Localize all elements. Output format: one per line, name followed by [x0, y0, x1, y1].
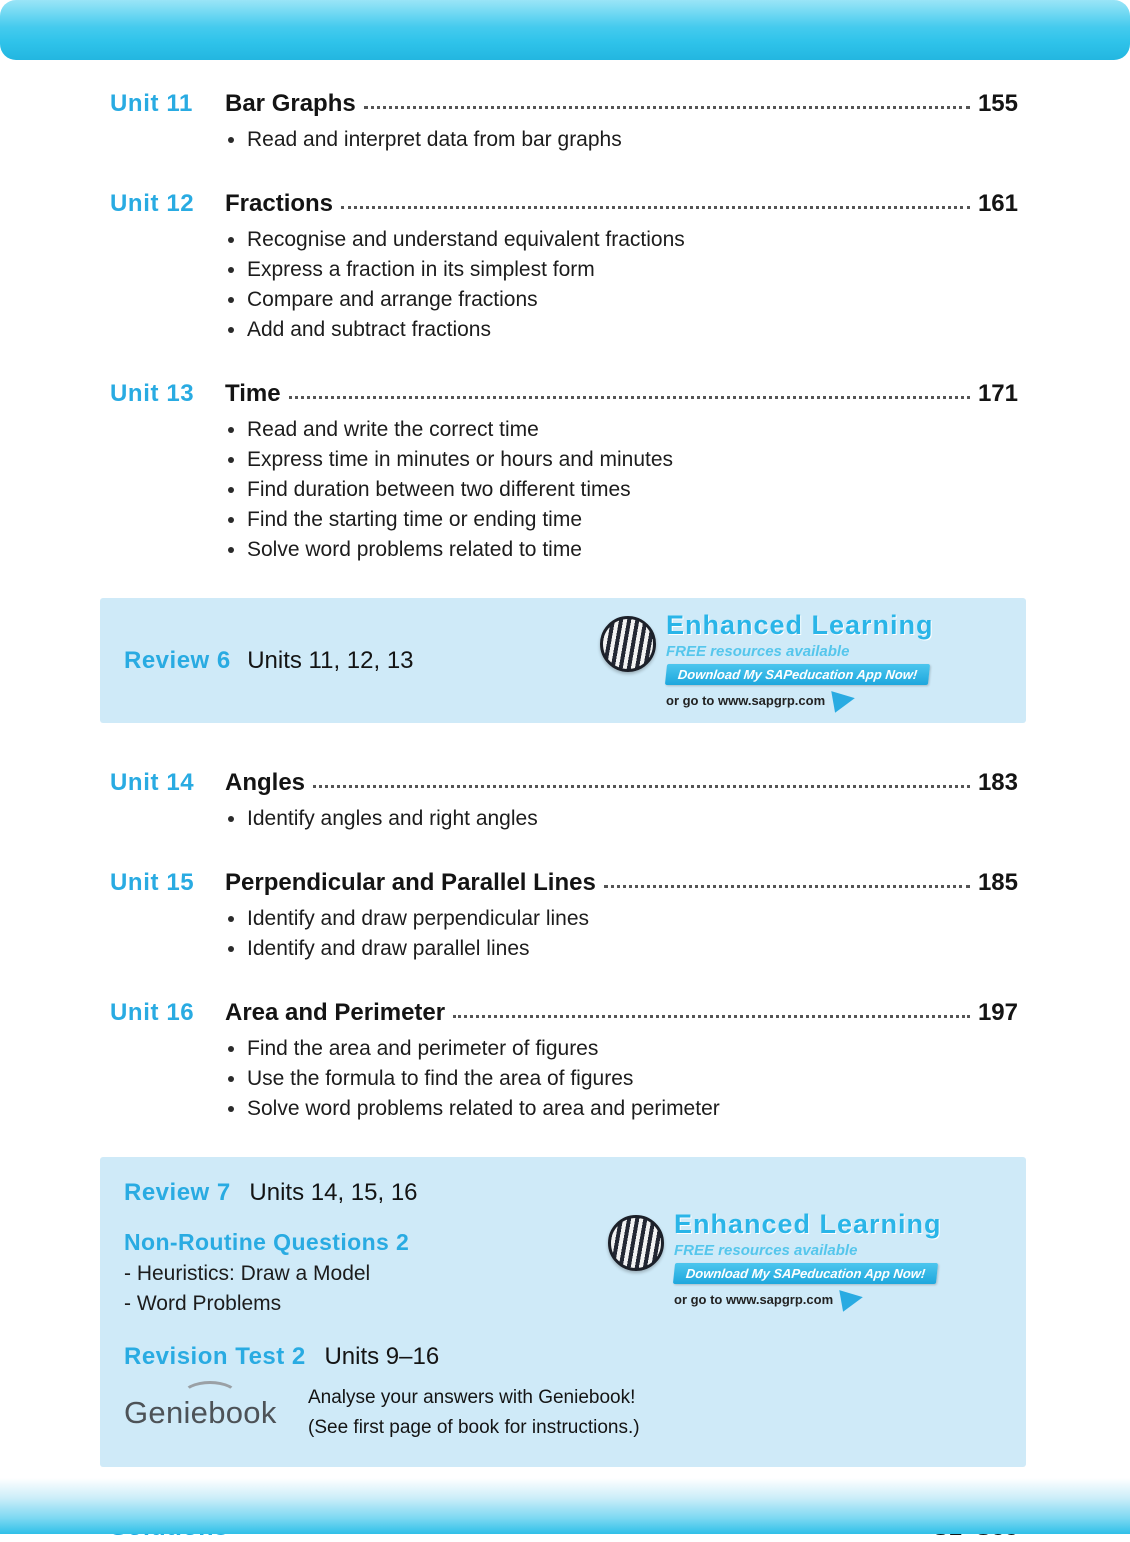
dotted-leader: [364, 106, 970, 109]
review-label: Review 6: [124, 646, 231, 674]
toc-entry-unit-15: [110, 867, 1018, 964]
sap-globe-icon: [600, 616, 656, 672]
page-number: 171: [977, 380, 1018, 407]
objective-item: Express a fraction in its simplest form: [225, 255, 1018, 285]
sap-website-link: or go to www.sapgrp.com: [666, 692, 826, 708]
page-number: 197: [977, 999, 1018, 1026]
toc-entry-unit-11: [110, 88, 1018, 155]
objective-item: Add and subtract fractions: [225, 315, 1018, 345]
objective-item: Use the formula to find the area of figures: [225, 1064, 1018, 1094]
enhanced-learning-title: Enhanced Learning: [674, 1209, 942, 1239]
unit-label: Unit 11: [110, 90, 193, 117]
unit-objectives: [225, 125, 1018, 155]
unit-label: Unit 14: [110, 769, 195, 796]
website-link-row: [674, 1288, 942, 1310]
review-6-box: [100, 598, 1026, 723]
page-number: 183: [977, 769, 1018, 796]
page-number: 161: [977, 190, 1018, 217]
unit-label: Unit 13: [110, 380, 195, 407]
unit-row: [110, 997, 1018, 1029]
enhanced-learning-badge: [600, 610, 992, 711]
unit-title: Perpendicular and Parallel Lines: [225, 869, 596, 896]
bottom-banner: [0, 1478, 1130, 1534]
enhanced-learning-subtitle: FREE resources available: [666, 643, 850, 660]
dotted-leader: [313, 785, 970, 788]
objective-item: Identify and draw perpendicular lines: [225, 904, 1018, 934]
unit-label: Unit 15: [110, 869, 195, 896]
enhanced-learning-badge: [608, 1209, 1000, 1310]
geniebook-row: [124, 1383, 1002, 1443]
unit-row: [110, 767, 1018, 799]
dotted-leader: [453, 1015, 970, 1018]
geniebook-logo: Geniebook: [124, 1395, 292, 1431]
toc-entry-unit-14: [110, 767, 1018, 834]
dotted-leader: [289, 396, 970, 399]
non-routine-item: - Word Problems: [124, 1292, 282, 1315]
dotted-leader: [604, 885, 970, 888]
objective-item: Identify and draw parallel lines: [225, 934, 1018, 964]
objective-item: Identify angles and right angles: [225, 804, 1018, 834]
revision-test-line: [124, 1343, 1002, 1371]
review-units: Units 14, 15, 16: [249, 1179, 418, 1206]
enhanced-learning-body: [666, 610, 934, 711]
unit-label: Unit 16: [110, 999, 195, 1026]
review-7-box: [100, 1157, 1026, 1467]
unit-row: [110, 88, 1018, 120]
page-number: 185: [977, 869, 1018, 896]
unit-title: Bar Graphs: [225, 90, 356, 117]
arrow-icon: [831, 687, 856, 712]
unit-row: [110, 867, 1018, 899]
revision-test-label: Revision Test 2: [124, 1343, 306, 1370]
unit-objectives: [225, 804, 1018, 834]
objective-item: Find the starting time or ending time: [225, 505, 1018, 535]
download-app-ribbon: Download My SAPeducation App Now!: [665, 664, 931, 685]
objective-item: Express time in minutes or hours and minutes: [225, 445, 1018, 475]
dotted-leader: [341, 206, 970, 209]
objective-item: Find the area and perimeter of figures: [225, 1034, 1018, 1064]
review-7-line: [124, 1179, 1002, 1207]
enhanced-learning-title: Enhanced Learning: [666, 610, 934, 640]
enhanced-learning-body: [674, 1209, 942, 1310]
unit-title: Area and Perimeter: [225, 999, 446, 1026]
revision-test-units: Units 9–16: [324, 1343, 440, 1370]
toc-entry-unit-16: [110, 997, 1018, 1124]
review-units: Units 11, 12, 13: [247, 646, 414, 674]
website-link-row: [666, 689, 934, 711]
non-routine-item: - Heuristics: Draw a Model: [124, 1262, 371, 1285]
review-label: Review 7: [124, 1179, 231, 1206]
unit-objectives: [225, 904, 1018, 964]
unit-row: [110, 188, 1018, 220]
objective-item: Compare and arrange fractions: [225, 285, 1018, 315]
geniebook-note-line2: (See first page of book for instructions.): [308, 1417, 640, 1438]
download-app-ribbon: Download My SAPeducation App Now!: [673, 1263, 939, 1284]
arrow-icon: [839, 1286, 864, 1311]
unit-row: [110, 378, 1018, 410]
objective-item: Solve word problems related to area and perimeter: [225, 1094, 1018, 1124]
unit-title: Fractions: [225, 190, 334, 217]
sap-website-link: or go to www.sapgrp.com: [674, 1291, 834, 1307]
toc-entry-unit-12: [110, 188, 1018, 345]
non-routine-questions-label: Non-Routine Questions 2: [124, 1229, 410, 1255]
toc-entry-unit-13: [110, 378, 1018, 565]
objective-item: Find duration between two different times: [225, 475, 1018, 505]
enhanced-learning-subtitle: FREE resources available: [674, 1242, 858, 1259]
unit-objectives: [225, 415, 1018, 565]
objective-item: Recognise and understand equivalent fractions: [225, 225, 1018, 255]
unit-objectives: [225, 1034, 1018, 1124]
sap-globe-icon: [608, 1215, 664, 1271]
objective-item: Read and write the correct time: [225, 415, 1018, 445]
unit-label: Unit 12: [110, 190, 195, 217]
unit-objectives: [225, 225, 1018, 345]
page-number: 155: [977, 90, 1018, 117]
geniebook-note: [308, 1383, 640, 1443]
objective-item: Read and interpret data from bar graphs: [225, 125, 1018, 155]
objective-item: Solve word problems related to time: [225, 535, 1018, 565]
review-6-line: [124, 647, 414, 675]
geniebook-note-line1: Analyse your answers with Geniebook!: [308, 1387, 636, 1408]
unit-title: Angles: [225, 769, 306, 796]
unit-title: Time: [225, 380, 281, 407]
